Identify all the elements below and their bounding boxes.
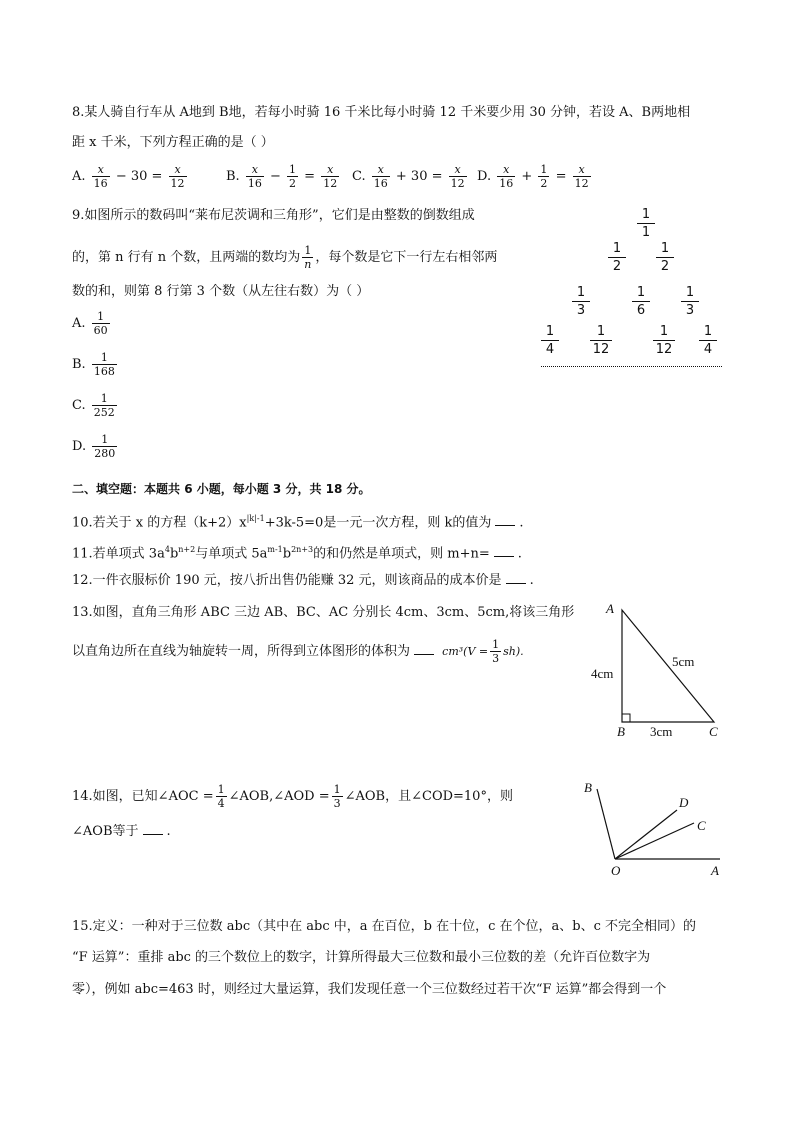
answer-blank[interactable] — [494, 544, 514, 557]
ray-d-label: D — [679, 795, 689, 810]
triangle-cell: $\frac{1}{4}$ — [541, 323, 559, 358]
vertex-a-label: A — [606, 601, 614, 616]
q12-line: 12.一件衣服标价 190 元，按八折出售仍能赚 32 元，则该商品的成本价是 . — [72, 573, 534, 588]
side-bc-label: 3cm — [650, 724, 673, 739]
ray-b-label: B — [584, 780, 592, 795]
q8-option-c: C. $\frac{x}{16}$ + 30 = $\frac{x}{12}$ — [352, 163, 465, 190]
q9-option-a: A. $\frac{1}{60}$ — [72, 310, 108, 337]
ray-a-label: A — [711, 863, 719, 878]
q8-line2: 距 x 千米，下列方程正确的是（ ） — [72, 135, 274, 150]
triangle-cell: $\frac{1}{6}$ — [632, 284, 650, 319]
triangle-cell: $\frac{1}{3}$ — [681, 284, 699, 319]
q9-option-b: B. $\frac{1}{168}$ — [72, 351, 115, 378]
triangle-cell: $\frac{1}{4}$ — [699, 323, 717, 358]
q15-line1: 15.定义：一种对于三位数 abc（其中在 abc 中，a 在百位，b 在十位，c 在个位，a、b、c 不完全相同）的 — [72, 919, 697, 934]
point-o-label: O — [611, 863, 621, 878]
triangle-cell: $\frac{1}{2}$ — [656, 240, 674, 275]
side-ab-label: 4cm — [591, 666, 614, 681]
q13-line1: 13.如图，直角三角形 ABC 三边 AB、BC、AC 分别长 4cm、3cm、5cm,将该三角形 — [72, 605, 575, 620]
section-heading: 二、填空题：本题共 6 小题，每小题 3 分，共 18 分。 — [72, 482, 371, 496]
q15-line2: “F 运算”：重排 abc 的三个数位上的数字，计算所得最大三位数和最小三位数的差（允许百位数字为 — [72, 950, 651, 965]
q9-option-c: C. $\frac{1}{252}$ — [72, 392, 115, 419]
vertex-c-label: C — [709, 724, 718, 739]
answer-blank[interactable] — [506, 571, 526, 584]
q8-option-a: A. $\frac{x}{16}$ − 30 = $\frac{x}{12}$ — [72, 163, 185, 190]
q14-line2: ∠AOB等于 . — [72, 824, 171, 839]
q9-line1: 9.如图所示的数码叫“莱布尼茨调和三角形”，它们是由整数的倒数组成 — [72, 208, 475, 223]
q14-line1: 14.如图，已知∠AOC = $\frac{1}{4}$ ∠AOB,∠AOD = $\frac{1}{3}$ ∠AOB，且∠COD=10°，则 — [72, 783, 513, 810]
triangle-cell: $\frac{1}{12}$ — [653, 323, 675, 358]
q9-line2: 的，第 n 行有 n 个数，且两端的数均为 $\frac{1}{n}$ ，每个数是它下一行左右相邻两 — [72, 244, 498, 271]
q9-line3: 数的和，则第 8 行第 3 个数（从左往右数）为（ ） — [72, 284, 370, 299]
answer-blank[interactable] — [495, 513, 515, 526]
q10-line: 10.若关于 x 的方程$(k+2)x^{|k|-1}+3k-5=0$是一元一次方程，则 k的值为 . — [72, 514, 524, 531]
vertex-b-label: B — [617, 724, 625, 739]
answer-blank[interactable] — [143, 822, 163, 835]
ray-c-label: C — [697, 818, 706, 833]
q15-line3: 零），例如 abc=463 时，则经过大量运算，我们发现任意一个三位数经过若干次“F 运算”都会得到一个 — [72, 982, 667, 997]
q8-option-d: D. $\frac{x}{16}$ + $\frac{1}{2}$ = $\frac{x}{12}$ — [477, 163, 589, 190]
triangle-cell: $\frac{1}{2}$ — [608, 240, 626, 275]
q11-line: 11.若单项式 $3a^4b^{n+2}$与单项式 $5a^{m-1}b^{2n+3}$的和仍然是单项式，则 m+n= . — [72, 545, 522, 562]
triangle-cell: $\frac{1}{3}$ — [572, 284, 590, 319]
q9-option-d: D. $\frac{1}{280}$ — [72, 433, 116, 460]
q13-line2: 以直角边所在直线为轴旋转一周，所得到立体图形的体积为 cm³(V = $\frac{1}{3}$ sh). — [72, 638, 524, 665]
side-ac-label: 5cm — [672, 654, 695, 669]
triangle-dotted-line — [541, 366, 722, 367]
answer-blank[interactable] — [414, 642, 434, 655]
triangle-cell: $\frac{1}{12}$ — [590, 323, 612, 358]
q8-option-b: B. $\frac{x}{16}$ − $\frac{1}{2}$ = $\frac{x}{12}$ — [226, 163, 338, 190]
q8-line1: 8.某人骑自行车从 A地到 B地，若每小时骑 16 千米比每小时骑 12 千米要少用 30 分钟，若设 A、B两地相 — [72, 105, 691, 120]
angle-figure — [580, 780, 730, 880]
triangle-cell: $\frac{1}{1}$ — [637, 206, 655, 241]
